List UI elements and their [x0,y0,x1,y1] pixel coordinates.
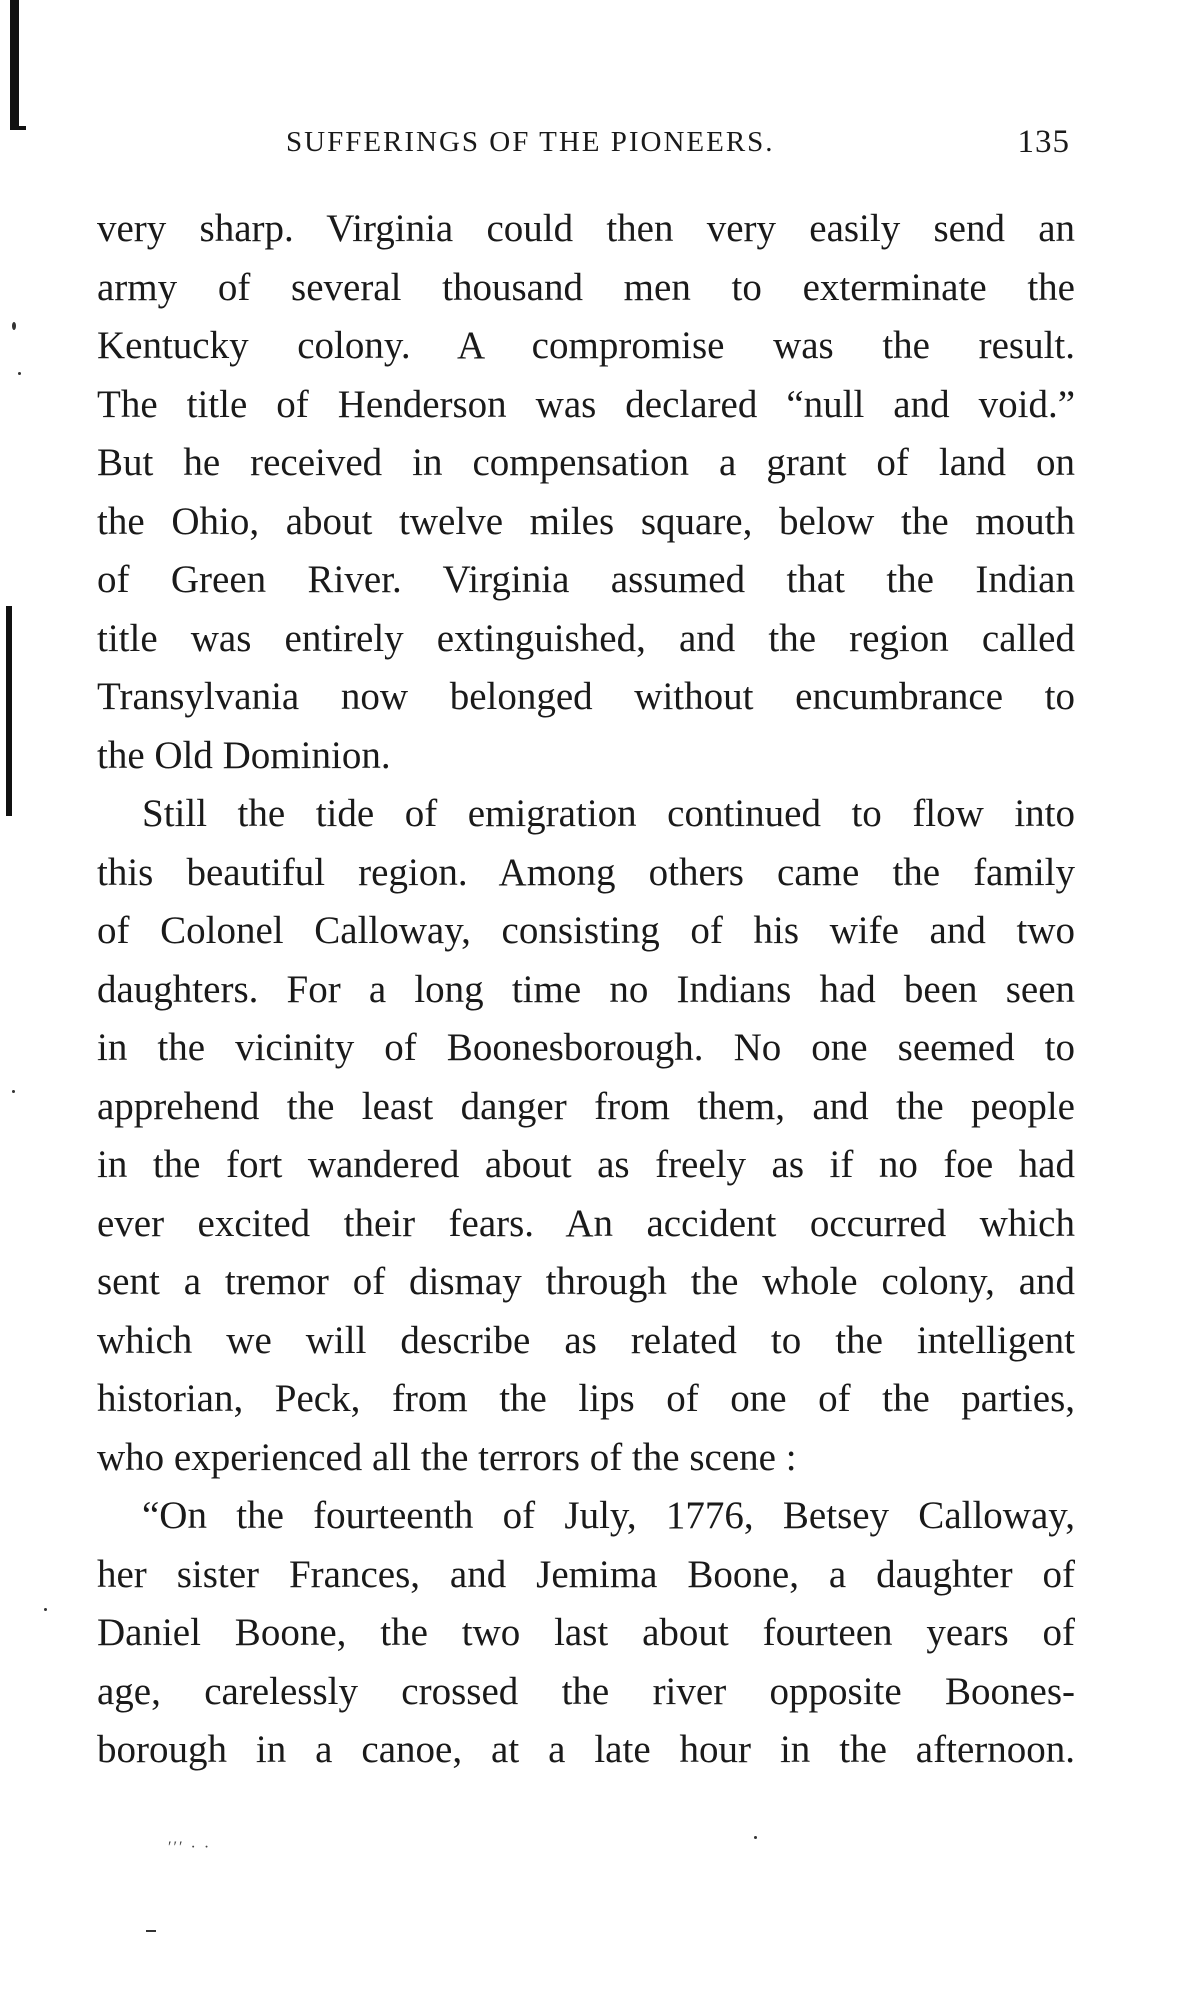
text-line: Kentucky colony. A compromise was the result. [97,324,1075,367]
running-title: SUFFERINGS OF THE PIONEERS. [286,126,775,158]
text-line: which we will describe as related to the intelligent [97,1318,1075,1362]
text-line: The title of Henderson was declared “null and void.” [97,382,1075,426]
text-line: who experienced all the terrors of the scene : [97,1435,797,1479]
text-line: in the fort wandered about as freely as if no foe had [97,1143,1075,1186]
text-line: age, carelessly crossed the river opposite Boones- [97,1669,1075,1713]
text-line: Transylvania now belonged without encumbrance to [97,675,1075,718]
page-number: 135 [1017,124,1070,160]
text-line: her sister Frances, and Jemima Boone, a daughter of [97,1552,1075,1596]
text-line: Daniel Boone, the two last about fourteen years of [97,1611,1075,1654]
text-line: daughters. For a long time no Indians had been seen [97,967,1075,1011]
scan-speck [18,372,21,375]
text-line: sent a tremor of dismay through the whole colony, and [97,1260,1075,1303]
text-line: ever excited their fears. An accident occurred which [97,1201,1075,1245]
text-line: title was entirely extinguished, and the region called [97,616,1075,660]
scan-speck [12,322,16,330]
text-line: of Colonel Calloway, consisting of his wife and two [97,909,1075,952]
scan-speck [754,1836,757,1839]
paragraph [97,1487,1075,1780]
text-line: Still the tide of emigration continued to flow into [142,792,1075,835]
paragraph [97,200,1075,785]
running-header [286,126,1070,170]
footer-marks: ′′′ · · [168,1839,212,1856]
text-line: historian, Peck, from the lips of one of the parties, [97,1377,1075,1420]
scan-edge-mark-top-foot [10,126,26,130]
text-line: this beautiful region. Among others came the family [97,850,1075,894]
scan-edge-mark-middle [6,606,12,816]
text-line: But he received in compensation a grant of land on [97,441,1075,484]
scan-speck [146,1930,156,1932]
paragraph [97,785,1075,1487]
scan-speck [12,1090,15,1093]
body-text [97,200,1075,1780]
text-line: apprehend the least danger from them, and the people [97,1084,1075,1128]
scan-edge-mark-top [10,0,19,130]
text-line: borough in a canoe, at a late hour in the afternoon. [97,1728,1075,1771]
text-line: very sharp. Virginia could then very easily send an [97,207,1075,250]
text-line: “On the fourteenth of July, 1776, Betsey Calloway, [142,1494,1075,1537]
text-line: army of several thousand men to exterminate the [97,265,1075,309]
text-line: the Old Dominion. [97,733,391,777]
text-line: in the vicinity of Boonesborough. No one seemed to [97,1026,1075,1069]
scan-speck [44,1608,47,1611]
text-line: of Green River. Virginia assumed that the Indian [97,558,1075,601]
text-line: the Ohio, about twelve miles square, below the mouth [97,499,1075,543]
